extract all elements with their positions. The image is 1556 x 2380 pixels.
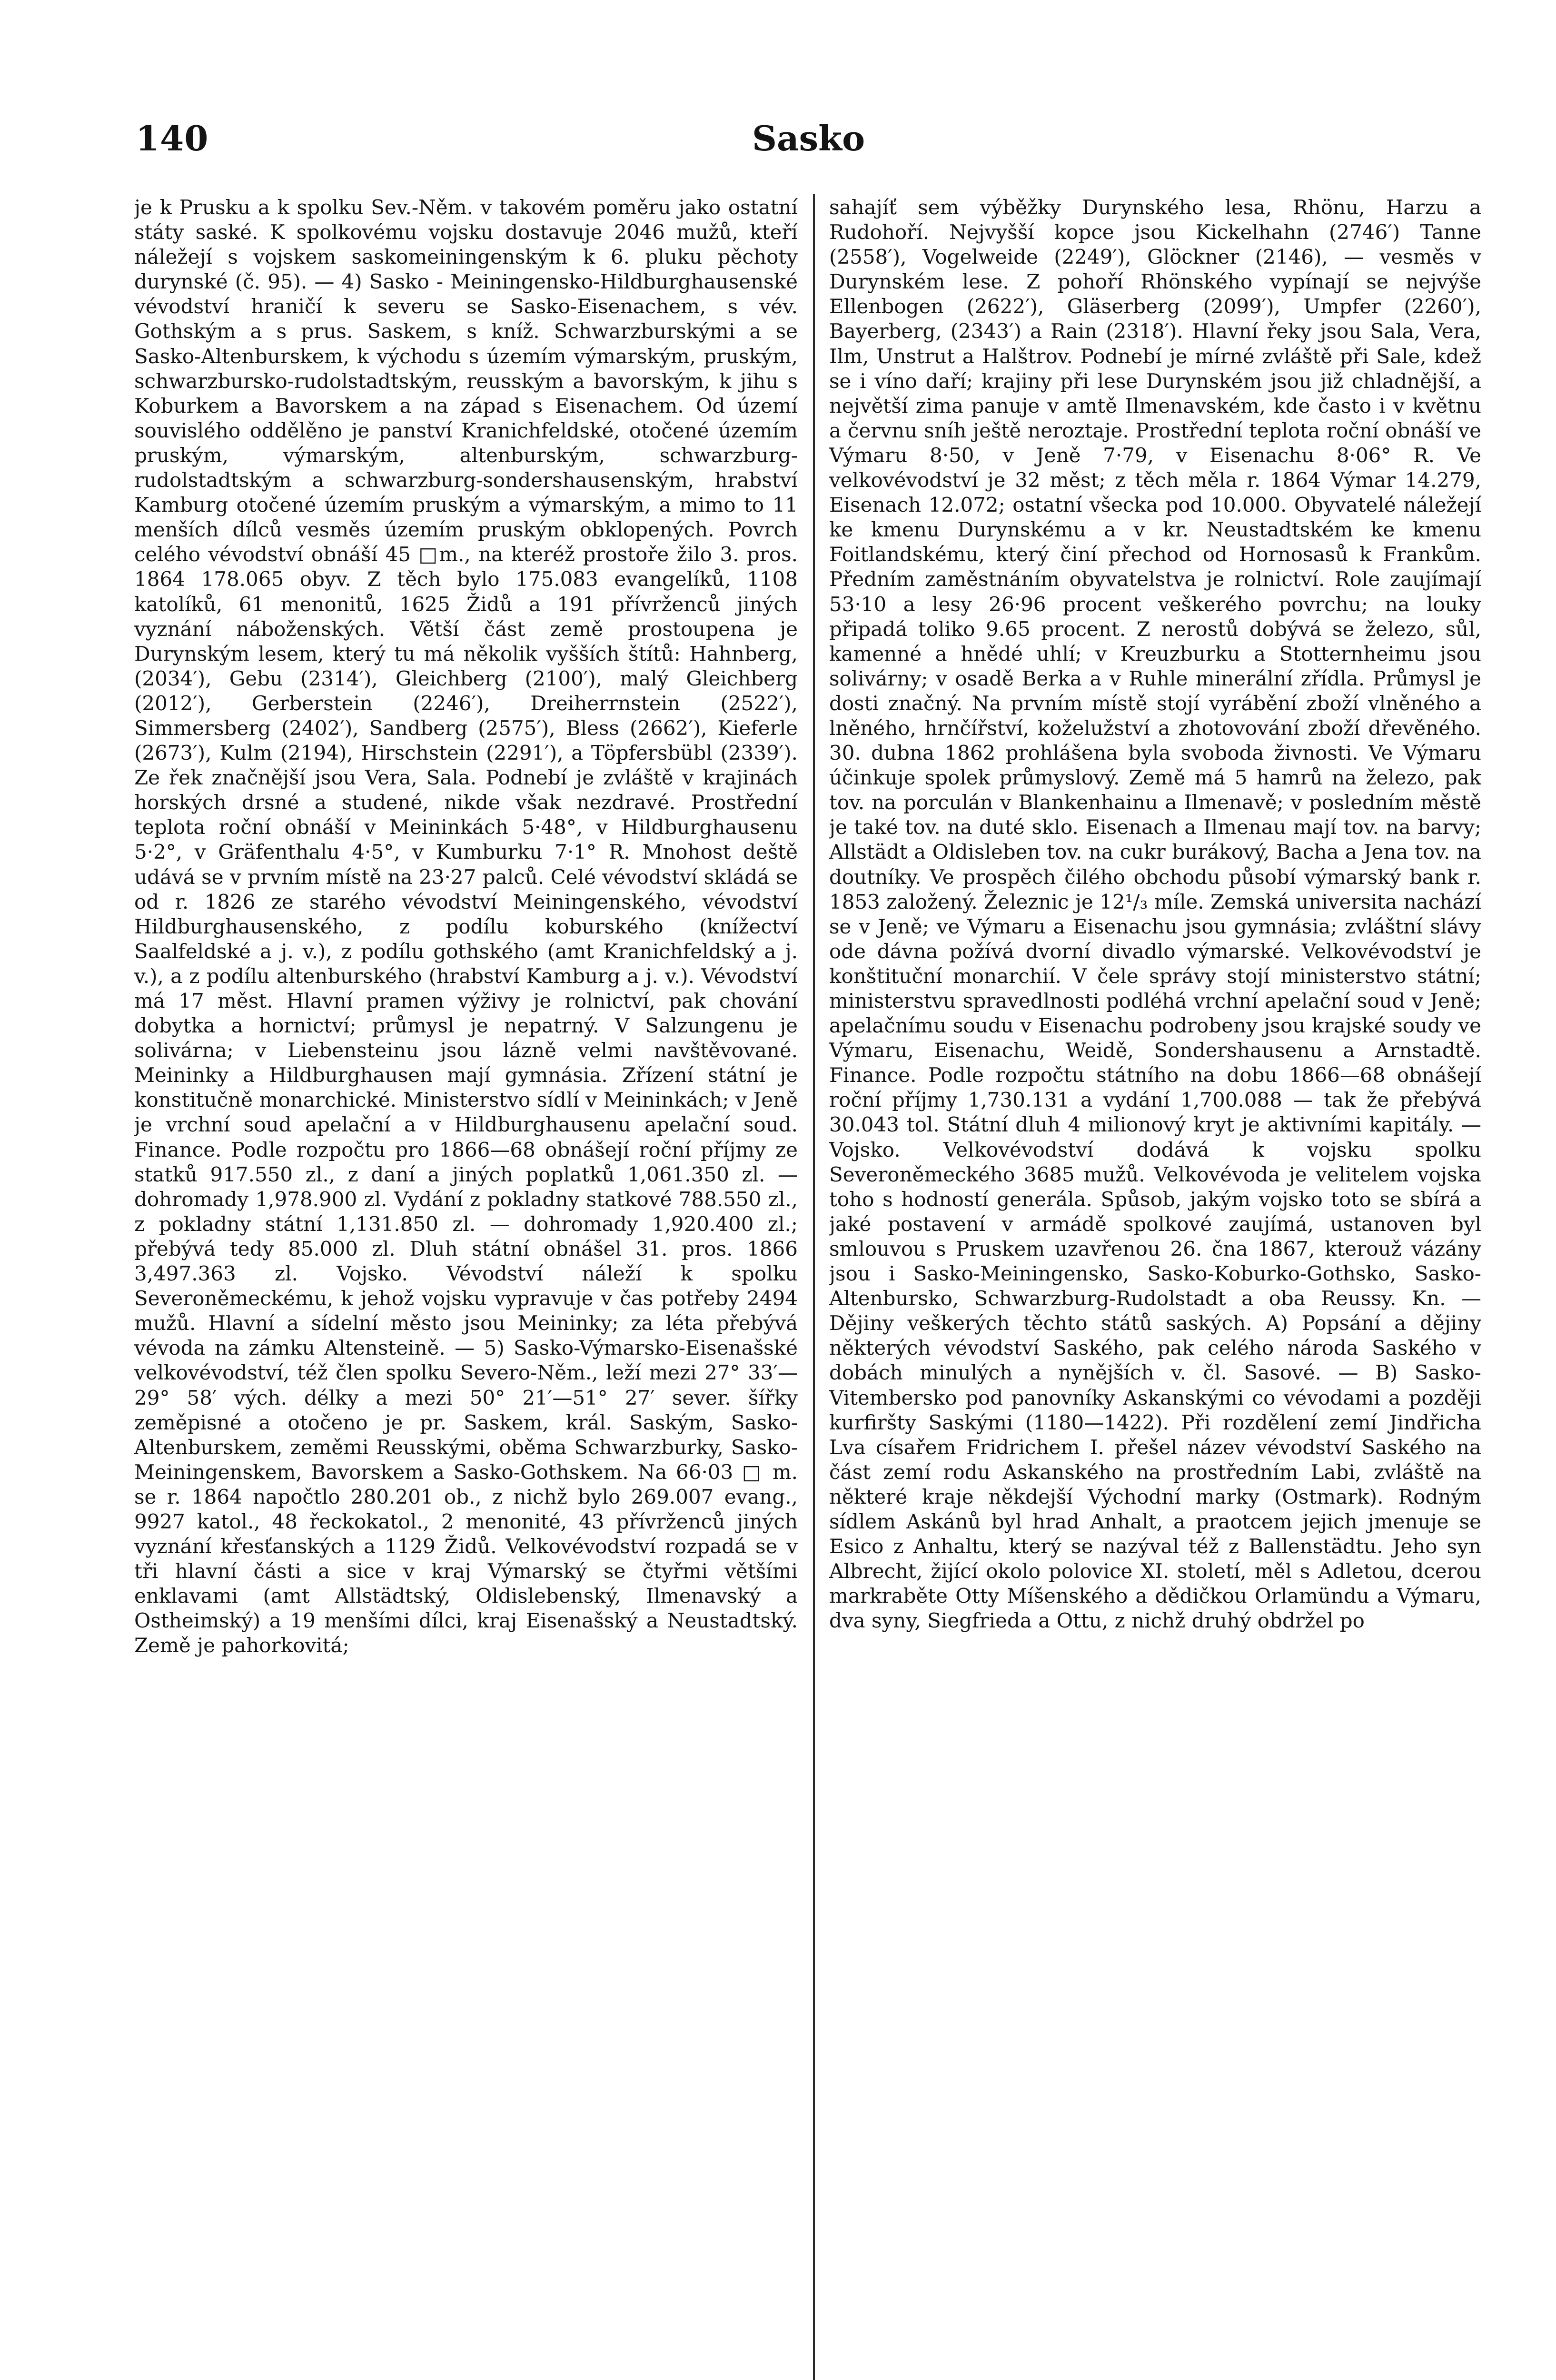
column-divider bbox=[813, 194, 815, 2380]
text-column-left bbox=[134, 195, 798, 2380]
running-head: Sasko bbox=[752, 118, 865, 159]
left-column-text: je k Prusku a k spolku Sev.-Něm. v takovém poměru jako ostatní státy saské. K spolkovému vojsku dostavuje 2046 mužů, kteří náležejí s vojskem saskomeiningenským k 6. pluku pěchoty durynské (č. 95). — 4) Sasko - Meiningensko-Hildburghausenské vévodství hraničí k severu se Sasko-Eisenachem, s vév. Gothským a s prus. Saskem, s kníž. Schwarzburskými a se Sasko-Altenburskem, k východu s územím výmarským, pruským, schwarzbursko-rudolstadtským, reusským a bavorským, k jihu s Koburkem a Bavorskem a na západ s Eisenachem. Od území souvislého oddělěno je panství Kranichfeldské, otočené územím pruským, výmarským, altenburským, schwarzburg-rudolstadtským a schwarzburg-sondershausenským, hrabství Kamburg otočené územím pruským a výmarským, a mimo to 11 menších dílců vesměs územím pruským obklopených. Povrch celého vévodství obnáší 45 □m., na kteréž prostoře žilo 3. pros. 1864 178.065 obyv. Z těch bylo 175.083 evangelíků, 1108 katolíků, 61 menonitů, 1625 Židů a 191 přívrženců jiných vyznání náboženských. Větší část země prostoupena je Durynským lesem, který tu má několik vyšších štítů: Hahnberg, (2034′), Gebu (2314′), Gleichberg (2100′), malý Gleichberg (2012′), Gerberstein (2246′), Dreiherrnstein (2522′), Simmersberg (2402′), Sandberg (2575′), Bless (2662′), Kieferle (2673′), Kulm (2194), Hirschstein (2291′), a Töpfersbübl (2339′). Ze řek značnější jsou Vera, Sala. Podnebí je zvláště v krajinách horských drsné a studené, nikde však nezdravé. Prostřední teplota roční obnáší v Meininkách 5·48°, v Hildburghausenu 5·2°, v Gräfenthalu 4·5°, v Kumburku 7·1° R. Mnohost deště udává se v prvním místě na 23·27 palců. Celé vévodství skládá se od r. 1826 ze starého vévodství Meiningenského, vévodství Hildburghausenského, z podílu koburského (knížectví Saalfeldské a j. v.), z podílu gothského (amt Kranichfeldský a j. v.), a z podílu altenburského (hrabství Kamburg a j. v.). Vévodství má 17 měst. Hlavní pramen výživy je rolnictví, pak chování dobytka a hornictví; průmysl je nepatrný. V Salzungenu je solivárna; v Liebensteinu jsou lázně velmi navštěvované. Meininky a Hildburghausen mají gymnásia. Zřízení státní je konstitučně monarchické. Ministerstvo sídlí v Meininkách; v Jeně je vrchní soud apelační a v Hildburghausenu apelační soud. Finance. Podle rozpočtu pro 1866—68 obnášejí roční příjmy ze statků 917.550 zl., z daní a jiných poplatků 1,061.350 zl. — dohromady 1,978.900 zl. Vydání z pokladny statkové 788.550 zl., z pokladny státní 1,131.850 zl. — dohromady 1,920.400 zl.; přebývá tedy 85.000 zl. Dluh státní obnášel 31. pros. 1866 3,497.363 zl. Vojsko. Vévodství náleží k spolku Severoněmeckému, k jehož vojsku vypravuje v čas potřeby 2494 mužů. Hlavní a sídelní město jsou Meininky; za léta přebývá vévoda na zámku Altensteině. — 5) Sasko-Výmarsko-Eisenašské velkovévodství, též člen spolku Severo-Něm., leží mezi 27° 33′—29° 58′ vých. délky a mezi 50° 21′—51° 27′ sever. šířky zeměpisné a otočeno je pr. Saskem, král. Saským, Sasko-Altenburskem, zeměmi Reusskými, oběma Schwarzburky, Sasko-Meiningenskem, Bavorskem a Sasko-Gothskem. Na 66·03 □ m. se r. 1864 napočtlo 280.201 ob., z nichž bylo 269.007 evang., 9927 katol., 48 řeckokatol., 2 menonité, 43 přívrženců jiných vyznání křesťanských a 1129 Židů. Velkovévodství rozpadá se v tři hlavní části a sice v kraj Výmarský se čtyřmi většími enklavami (amt Allstädtský, Oldislebenský, Ilmenavský a Ostheimský) a 19 menšími dílci, kraj Eisenašský a Neustadtský. Země je pahorkovitá; bbox=[134, 196, 798, 1657]
right-column-text: sahajíť sem výběžky Durynského lesa, Rhönu, Harzu a Rudohoří. Nejvyšší kopce jsou Kickelhahn (2746′) Tanne (2558′), Vogelweide (2249′), Glöckner (2146), — vesměs v Durynském lese. Z pohoří Rhönského vypínají se nejvýše Ellenbogen (2622′), Gläserberg (2099′), Umpfer (2260′), Bayerberg, (2343′) a Rain (2318′). Hlavní řeky jsou Sala, Vera, Ilm, Unstrut a Halštrov. Podnebí je mírné zvláště při Sale, kdež se i víno daří; krajiny při lese Durynském jsou již chladnější, a největší zima panuje v amtě Ilmenavském, kde často i v květnu a červnu sníh ještě neroztaje. Prostřední teplota roční obnáší ve Výmaru 8·50, v Jeně 7·79, v Eisenachu 8·06° R. Ve velkovévodství je 32 měst; z těch měla r. 1864 Výmar 14.279, Eisenach 12.072; ostatní všecka pod 10.000. Obyvatelé náležejí ke kmenu Durynskému a v kr. Neustadtském ke kmenu Foitlandskému, který činí přechod od Hornosasů k Frankům. Předním zaměstnáním obyvatelstva je rolnictví. Role zaujímají 53·10 a lesy 26·96 procent veškerého povrchu; na louky připadá toliko 9.65 procent. Z nerostů dobývá se železo, sůl, kamenné a hnědé uhlí; v Kreuzburku a Stotternheimu jsou solivárny; v osadě Berka a v Ruhle minerální zřídla. Průmysl je dosti značný. Na prvním místě stojí vyrábění zboží vlněného a lněného, hrnčířství, koželužství a zhotovování zboží dřevěného. 30. dubna 1862 prohlášena byla svoboda živnosti. Ve Výmaru účinkuje spolek průmyslový. Země má 5 hamrů na železo, pak tov. na porculán v Blankenhainu a Ilmenavě; v posledním městě je také tov. na duté sklo. Eisenach a Ilmenau mají tov. na barvy; Allstädt a Oldisleben tov. na cukr burákový, Bacha a Jena tov. na doutníky. Ve prospěch čilého obchodu působí výmarský bank r. 1853 založený. Železnic je 12¹/₃ míle. Zemská universita nachází se v Jeně; ve Výmaru a Eisenachu jsou gymnásia; zvláštní slávy ode dávna požívá dvorní divadlo výmarské. Velkovévodství je konštituční monarchií. V čele správy stojí ministerstvo státní; ministerstvu spravedlnosti podléhá vrchní apelační soud v Jeně; apelačnímu soudu v Eisenachu podrobeny jsou krajské soudy ve Výmaru, Eisenachu, Weidě, Sondershausenu a Arnstadtě. Finance. Podle rozpočtu státního na dobu 1866—68 obnášejí roční příjmy 1,730.131 a vydání 1,700.088 — tak že přebývá 30.043 tol. Státní dluh 4 milionový kryt je aktivními kapitály. — Vojsko. Velkovévodství dodává k vojsku spolku Severoněmeckého 3685 mužů. Velkovévoda je velitelem vojska toho s hodností generála. Spůsob, jakým vojsko toto se sbírá a jaké postavení v armádě spolkové zaujímá, ustanoven byl smlouvou s Pruskem uzavřenou 26. čna 1867, kterouž vázány jsou i Sasko-Meiningensko, Sasko-Koburko-Gothsko, Sasko-Altenbursko, Schwarzburg-Rudolstadt a oba Reussy. Kn. — Dějiny veškerých těchto států saských. A) Popsání a dějiny některých vévodství Saského, pak celého národa Saského v dobách minulých a nynějších v. čl. Sasové. — B) Sasko-Vitembersko pod panovníky Askanskými co vévodami a později kurfiršty Saskými (1180—1422). Při rozdělení zemí Jindřicha Lva císařem Fridrichem I. přešel název vévodství Saského na část zemí rodu Askanského na prostředním Labi, zvláště na některé kraje někdejší Východní marky (Ostmark). Rodným sídlem Askánů byl hrad Anhalt, a praotcem jejich jmenuje se Esico z Anhaltu, který se nazýval též z Ballenstädtu. Jeho syn Albrecht, žijící okolo polovice XI. století, měl s Adletou, dcerou markraběte Otty Míšenského a dědičkou Orlamündu a Výmaru, dva syny, Siegfrieda a Ottu, z nichž druhý obdržel po bbox=[829, 196, 1481, 1633]
text-column-right bbox=[829, 195, 1481, 2380]
page-number: 140 bbox=[136, 118, 209, 159]
